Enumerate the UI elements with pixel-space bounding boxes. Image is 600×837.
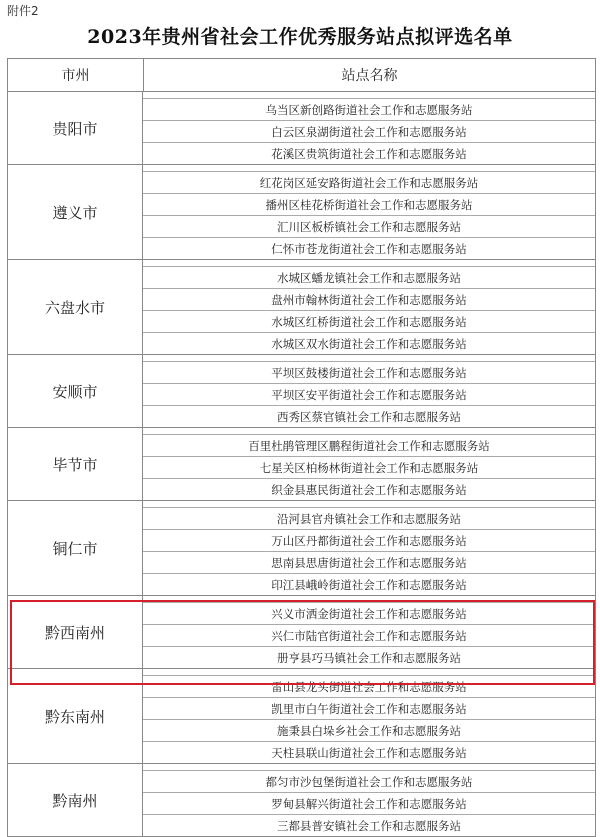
city-cell: 铜仁市 [8,501,143,595]
station-row: 兴仁市陆官街道社会工作和志愿服务站 [143,625,595,647]
city-group [8,92,595,165]
station-row: 花溪区贵筑街道社会工作和志愿服务站 [271,146,467,161]
spacer-row [143,92,595,99]
stations-column [143,669,595,763]
header-city: 市州 [8,59,144,91]
city-cell: 黔西南州 [8,596,143,668]
city-group [8,428,595,501]
stations-column [143,165,595,259]
city-group [8,764,595,836]
city-cell: 安顺市 [8,355,143,427]
table-body [8,92,595,836]
city-cell: 黔东南州 [8,669,143,763]
spacer-row [143,669,595,676]
spacer-row [143,501,595,508]
city-cell: 黔南州 [8,764,143,836]
station-row: 西秀区蔡官镇社会工作和志愿服务站 [277,409,461,424]
attachment-label: 附件2 [7,4,39,18]
station-row: 施秉县白垛乡社会工作和志愿服务站 [143,720,595,742]
station-row: 雷山县龙头街道社会工作和志愿服务站 [143,676,595,698]
stations-column [143,764,595,836]
station-row: 三都县普安镇社会工作和志愿服务站 [277,818,461,833]
stations-column [143,596,595,668]
spacer-row [143,764,595,771]
stations-column [143,260,595,354]
station-row: 乌当区新创路街道社会工作和志愿服务站 [143,99,595,121]
city-group [8,165,595,260]
table-header [8,59,595,92]
city-group [8,596,595,669]
station-row: 七星关区柏杨林街道社会工作和志愿服务站 [143,457,595,479]
station-row: 汇川区板桥镇社会工作和志愿服务站 [143,216,595,238]
station-row: 思南县思唐街道社会工作和志愿服务站 [143,552,595,574]
city-cell: 遵义市 [8,165,143,259]
station-row: 播州区桂花桥街道社会工作和志愿服务站 [143,194,595,216]
stations-column [143,355,595,427]
spacer-row [143,355,595,362]
station-row: 万山区丹都街道社会工作和志愿服务站 [143,530,595,552]
station-row: 白云区泉湖街道社会工作和志愿服务站 [143,121,595,143]
station-row: 红花岗区延安路街道社会工作和志愿服务站 [143,172,595,194]
station-row: 仁怀市苍龙街道社会工作和志愿服务站 [271,241,467,256]
city-cell: 毕节市 [8,428,143,500]
document-title: 2023年贵州省社会工作优秀服务站点拟评选名单 [87,26,513,48]
station-table [7,58,596,837]
spacer-row [143,596,595,603]
spacer-row [143,428,595,435]
city-group [8,260,595,355]
stations-column [143,501,595,595]
station-row: 沿河县官舟镇社会工作和志愿服务站 [143,508,595,530]
station-row: 水城区双水街道社会工作和志愿服务站 [271,336,467,351]
city-cell: 贵阳市 [8,92,143,164]
city-group [8,501,595,596]
stations-column [143,428,595,500]
station-row: 印江县峨岭街道社会工作和志愿服务站 [271,577,467,592]
spacer-row [143,165,595,172]
station-row: 百里杜鹃管理区鹏程街道社会工作和志愿服务站 [143,435,595,457]
station-row: 罗甸县解兴街道社会工作和志愿服务站 [143,793,595,815]
spacer-row [143,260,595,267]
city-group [8,355,595,428]
station-row: 盘州市翰林街道社会工作和志愿服务站 [143,289,595,311]
header-station: 站点名称 [341,68,398,84]
station-row: 都匀市沙包堡街道社会工作和志愿服务站 [143,771,595,793]
station-row: 册亨县巧马镇社会工作和志愿服务站 [277,650,461,665]
station-row: 水城区蟠龙镇社会工作和志愿服务站 [143,267,595,289]
stations-column [143,92,595,164]
station-row: 兴义市洒金街道社会工作和志愿服务站 [143,603,595,625]
station-row: 平坝区鼓楼街道社会工作和志愿服务站 [143,362,595,384]
city-group [8,669,595,764]
station-row: 水城区红桥街道社会工作和志愿服务站 [143,311,595,333]
station-row: 凯里市白午街道社会工作和志愿服务站 [143,698,595,720]
station-row: 天柱县联山街道社会工作和志愿服务站 [271,745,467,760]
station-row: 平坝区安平街道社会工作和志愿服务站 [143,384,595,406]
station-row: 织金县惠民街道社会工作和志愿服务站 [271,482,467,497]
city-cell: 六盘水市 [8,260,143,354]
